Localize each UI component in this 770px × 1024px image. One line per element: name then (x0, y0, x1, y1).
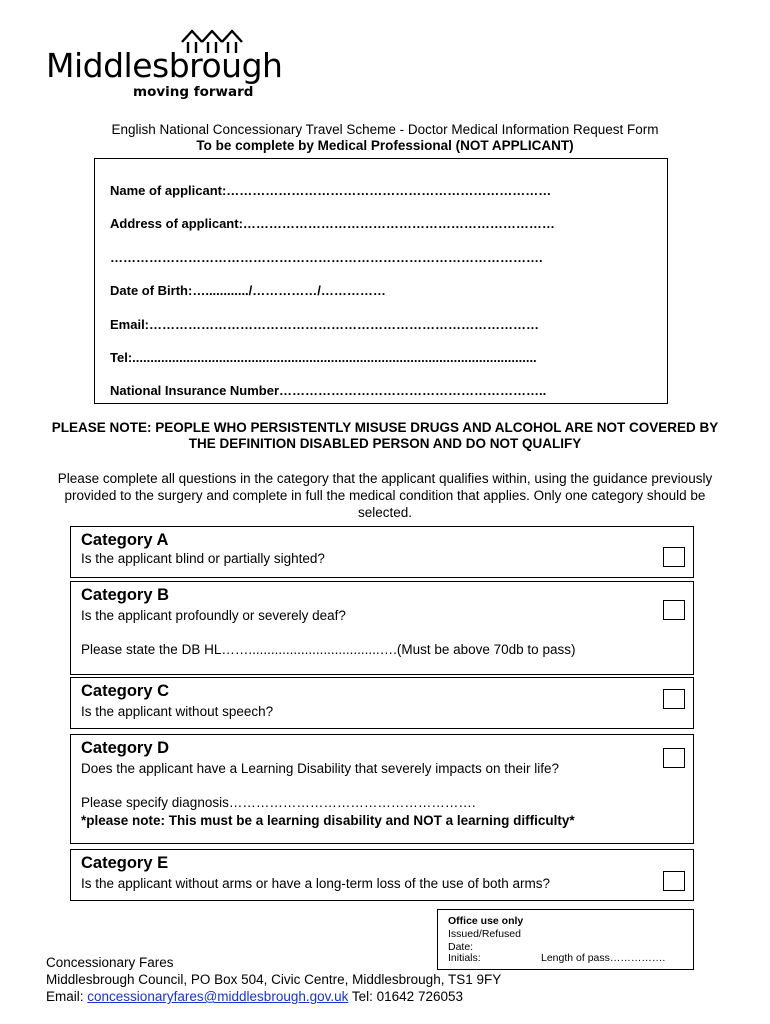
category-a-title: Category A (81, 531, 169, 549)
category-d-question: Does the applicant have a Learning Disability that severely impacts on their life? (81, 761, 560, 776)
logo-wordmark: Middlesbrough (46, 46, 283, 85)
category-e-checkbox[interactable] (663, 871, 685, 891)
applicant-address-line2-field[interactable]: ………………………………………………………………………………………. (110, 250, 543, 265)
footer-email-label: Email: (46, 989, 84, 1004)
category-c-checkbox[interactable] (663, 689, 685, 709)
applicant-address-field[interactable]: Address of applicant:……………………………………………………………… (110, 216, 555, 231)
category-a-box (70, 526, 694, 578)
tel-field[interactable]: Tel:................................................................................................................ (110, 350, 537, 365)
category-c-title: Category C (81, 682, 170, 700)
office-issued-refused: Issued/Refused (448, 928, 521, 940)
date-of-birth-field[interactable]: Date of Birth:…............/……………/…………… (110, 283, 386, 298)
category-d-diagnosis-field[interactable]: Please specify diagnosis………………………………………………. (81, 795, 476, 810)
category-e-title: Category E (81, 854, 169, 872)
office-use-heading: Office use only (448, 915, 524, 927)
form-subtitle: To be complete by Medical Professional (NOT APPLICANT) (196, 138, 574, 153)
category-a-question: Is the applicant blind or partially sighted? (81, 551, 325, 566)
footer-contact (46, 989, 463, 1004)
footer-department: Concessionary Fares (46, 955, 174, 970)
office-length-of-pass: Length of pass……………. (541, 952, 666, 964)
category-e-box (70, 849, 694, 901)
category-b-checkbox[interactable] (663, 600, 685, 620)
applicant-name-field[interactable]: Name of applicant:………………………………………………………………… (110, 183, 552, 198)
office-date: Date: (448, 941, 474, 953)
email-field[interactable]: Email:……………………………………………………………………………… (110, 317, 540, 332)
category-b-db-hl-field[interactable]: Please state the DB HL……...................................….(Must be above 70db to pass) (81, 642, 576, 657)
category-c-question: Is the applicant without speech? (81, 704, 274, 719)
category-b-title: Category B (81, 586, 170, 604)
category-d-checkbox[interactable] (663, 748, 685, 768)
form-title: English National Concessionary Travel Scheme - Doctor Medical Information Request Form (111, 122, 659, 137)
office-initials: Initials: (448, 952, 481, 964)
category-b-question: Is the applicant profoundly or severely deaf? (81, 608, 346, 623)
footer-address: Middlesbrough Council, PO Box 504, Civic Centre, Middlesbrough, TS1 9FY (46, 972, 502, 987)
category-b-box (70, 581, 694, 675)
footer-email-link[interactable]: concessionaryfares@middlesbrough.gov.uk (87, 989, 349, 1004)
logo-tagline: moving forward (133, 84, 254, 100)
category-a-checkbox[interactable] (663, 547, 685, 567)
category-d-title: Category D (81, 739, 170, 757)
office-use-box (437, 909, 694, 970)
category-d-box (70, 734, 694, 844)
misuse-notice: PLEASE NOTE: PEOPLE WHO PERSISTENTLY MISUSE DRUGS AND ALCOHOL ARE NOT COVERED BY THE DEFINITION DISABLED PERSON AND DO NOT QUALIFY (51, 420, 719, 451)
category-e-question: Is the applicant without arms or have a long-term loss of the use of both arms? (81, 876, 550, 891)
category-d-warning: *please note: This must be a learning disability and NOT a learning difficulty* (81, 813, 575, 828)
national-insurance-field[interactable]: National Insurance Number…………………………………………………….. (110, 383, 547, 398)
footer-tel: Tel: 01642 726053 (351, 989, 463, 1004)
category-c-box (70, 677, 694, 729)
instructions-text: Please complete all questions in the category that the applicant qualifies within, using the guidance previously provided to the surgery and complete in full the medical condition that applies. Only one category should be selected. (57, 471, 713, 520)
applicant-details-box (94, 158, 668, 404)
